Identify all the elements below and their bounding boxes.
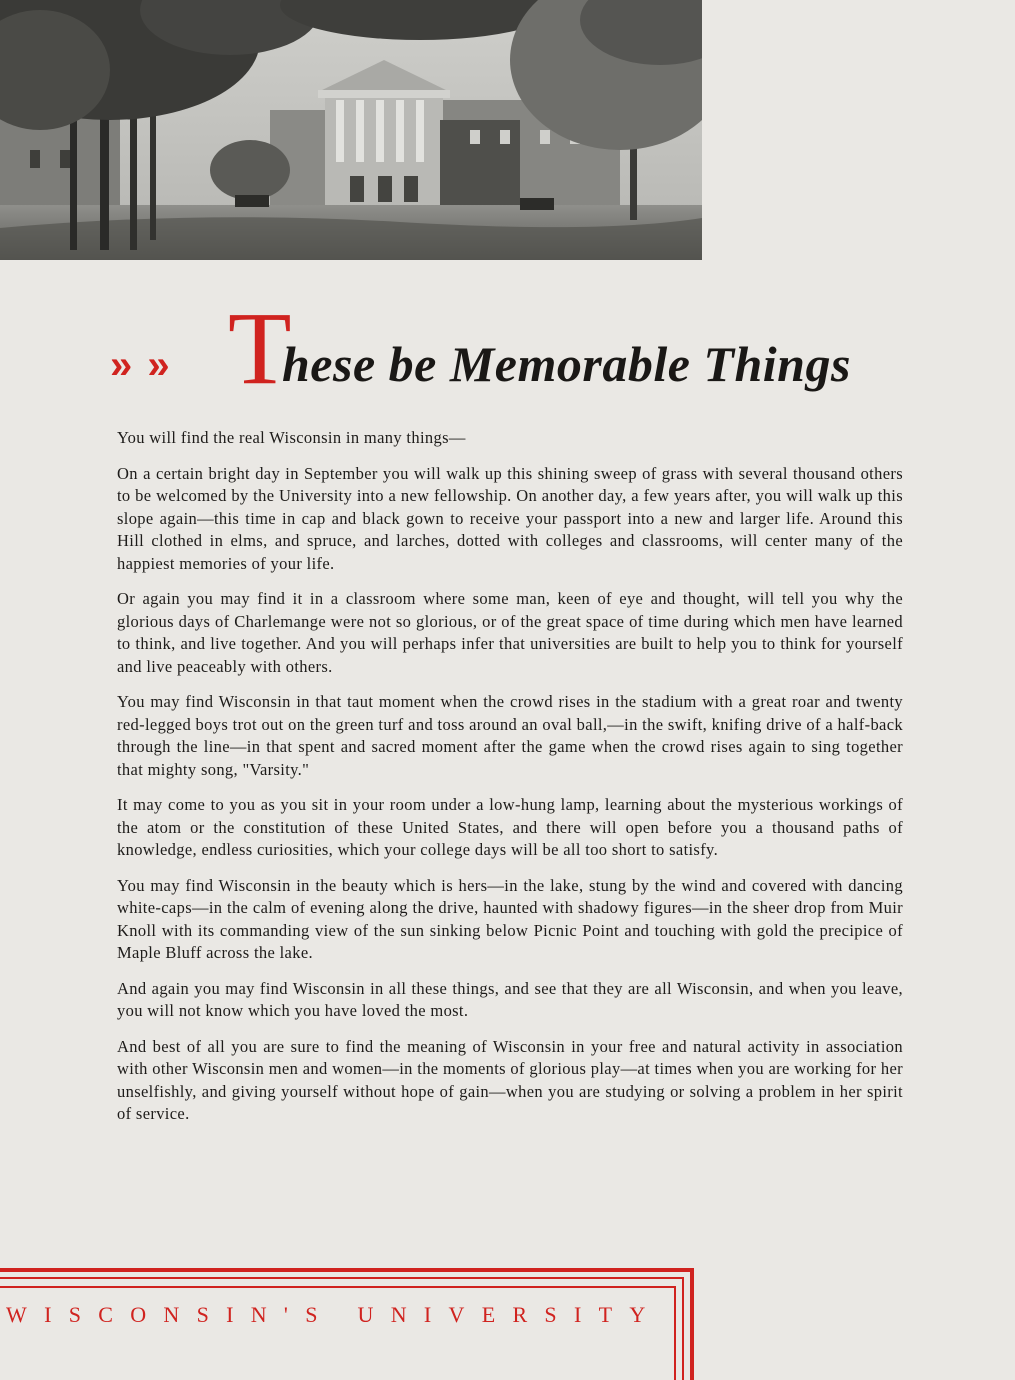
page-title bbox=[110, 291, 930, 415]
footer-rule-outer-side bbox=[690, 1268, 694, 1380]
paragraph: And best of all you are sure to find the meaning of Wisconsin in your free and natural activity in association with other Wisconsin men and women—in the moments of glorious play—at times when you are working for her unselfishly, and giving yourself without hope of gain—when you are studying or solving a problem in her spirit of service. bbox=[117, 1036, 903, 1123]
article-body bbox=[117, 427, 903, 1139]
footer-banner bbox=[0, 1266, 700, 1380]
title-ornament: » » bbox=[110, 343, 172, 387]
paragraph: On a certain bright day in September you will walk up this shining sweep of grass with several thousand others to be welcomed by the University into a new fellowship. On another day, a few years after, you will walk up this slope again—this time in cap and black gown to receive your passport into a new and larger life. Around this Hill clothed in elms, and spruce, and larches, dotted with colleges and classrooms, will center many of the happiest memories of your life. bbox=[117, 463, 903, 573]
title-drop-cap: T bbox=[228, 291, 292, 406]
paragraph-intro: You will find the real Wisconsin in many things— bbox=[117, 428, 466, 447]
footer-label: WISCONSIN'S UNIVERSITY bbox=[6, 1302, 663, 1327]
paragraph: Or again you may find it in a classroom where some man, keen of eye and thought, will tell you why the glorious days of Charlemange were not so glorious, or of the great space of time during which men have learned to think, and live together. And you will perhaps infer that universities are built to help you to think for yourself and live peaceably with others. bbox=[117, 589, 903, 676]
footer-rule-mid-side bbox=[682, 1277, 684, 1380]
campus-photo-illustration bbox=[0, 0, 702, 260]
footer-rule-outer-top bbox=[0, 1268, 694, 1272]
paragraph: And again you may find Wisconsin in all these things, and see that they are all Wisconsin, and when you leave, you will not know which you have loved the most. bbox=[117, 978, 903, 1020]
footer-rule-inner-side bbox=[674, 1286, 676, 1380]
paragraph: It may come to you as you sit in your room under a low-hung lamp, learning about the mysterious workings of the atom or the constitution of these United States, and there will open before you a thousand paths of knowledge, endless curiosities, which your college days will be all too short to satisfy. bbox=[117, 795, 903, 859]
footer-rule-inner-mid bbox=[0, 1286, 676, 1288]
title-text: hese be Memorable Things bbox=[282, 336, 851, 392]
campus-photo bbox=[0, 0, 702, 260]
paragraph: You may find Wisconsin in that taut moment when the crowd rises in the stadium with a great roar and twenty red-legged boys trot out on the green turf and toss around an oval ball,—in the swift, knifing drive of a half-back through the line—in that spent and sacred moment after the game when the crowd rises again to sing together that mighty song, "Varsity." bbox=[117, 692, 903, 779]
footer-rule-inner-top bbox=[0, 1277, 684, 1279]
paragraph: You may find Wisconsin in the beauty which is hers—in the lake, stung by the wind and covered with dancing white-caps—in the calm of evening along the drive, haunted with shadowy figures—in the sheer drop from Muir Knoll with its commanding view of the sun sinking below Picnic Point and touching with gold the precipice of Maple Bluff across the lake. bbox=[117, 875, 903, 962]
